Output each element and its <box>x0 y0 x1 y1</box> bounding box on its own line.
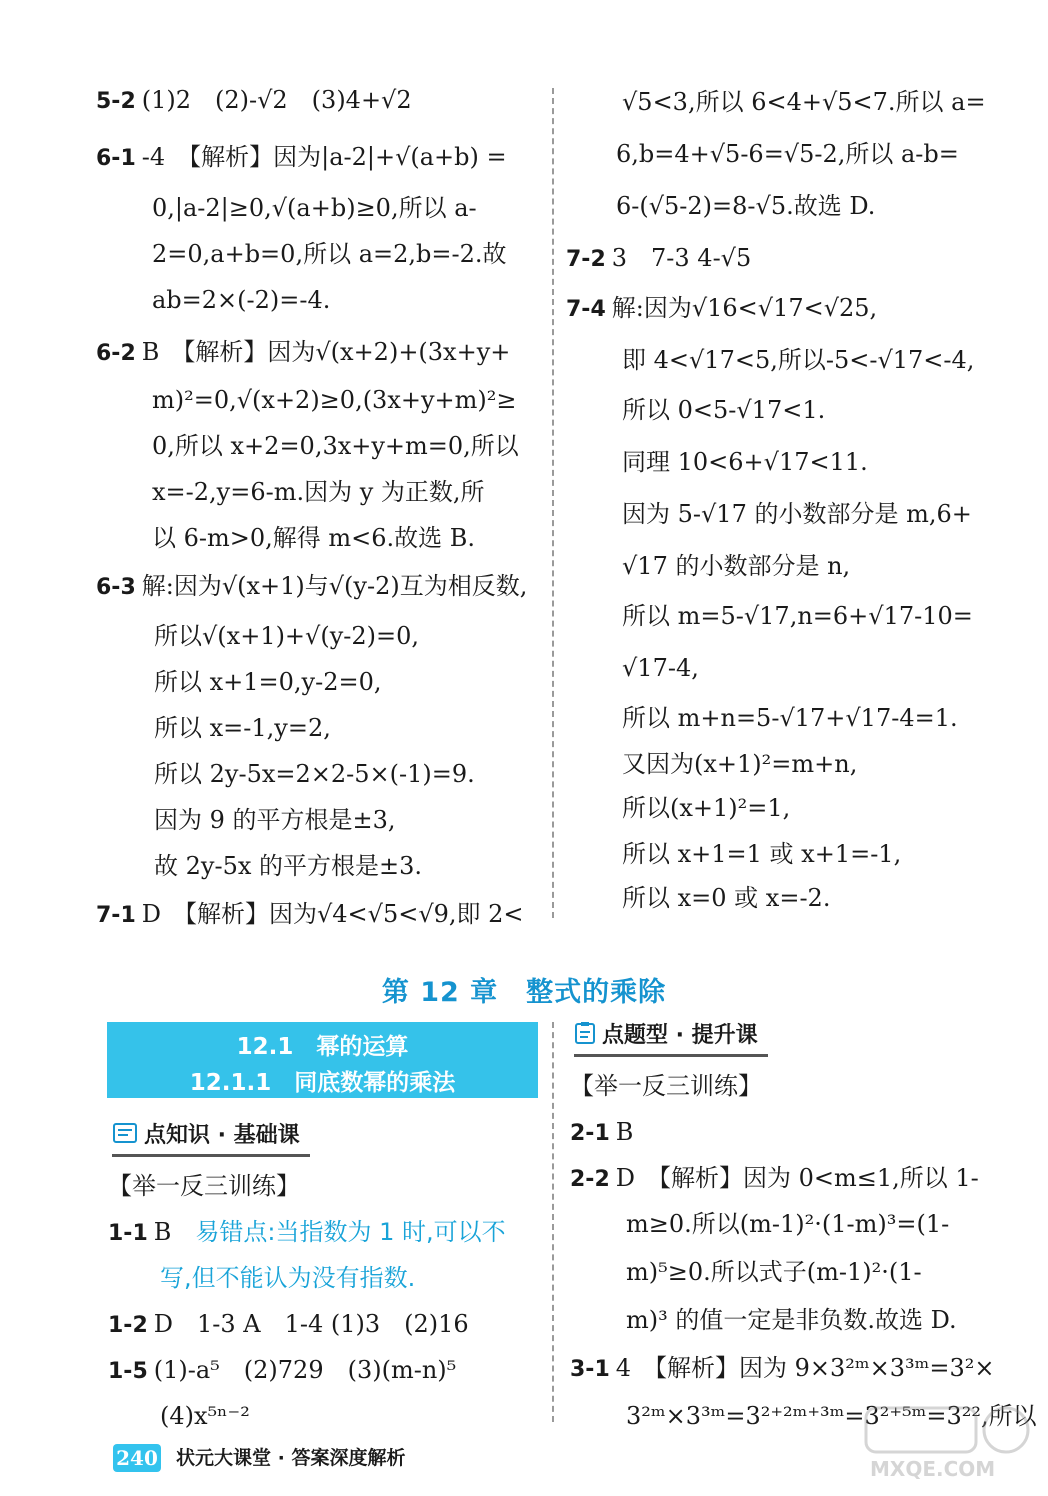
answer-line: 所以 0<5-√17<1. <box>622 396 826 424</box>
answer-line: (4)x⁵ⁿ⁻² <box>160 1402 250 1430</box>
answer-line: m)²=0,√(x+2)≥0,(3x+y+m)²≥ <box>152 386 517 414</box>
answer-line: √5<3,所以 6<4+√5<7.所以 a= <box>622 88 986 116</box>
section-title: 12.1 幂的运算 <box>236 1034 409 1060</box>
practice-heading-right: 【举一反三训练】 <box>570 1072 762 1100</box>
answer-line: 所以 m=5-√17,n=6+√17-10= <box>622 602 973 630</box>
answer-line: 又因为(x+1)²=m+n, <box>622 750 858 778</box>
answer-1-5: 1-5 (1)-a⁵ (2)729 (3)(m-n)⁵ <box>108 1356 457 1384</box>
answer-7-2: 7-2 3 7-3 4-√5 <box>566 244 752 272</box>
page-number: 240 <box>113 1444 161 1472</box>
answer-line: 故 2y-5x 的平方根是±3. <box>154 852 423 880</box>
chapter-title: 第 12 章 整式的乘除 <box>381 977 667 1008</box>
answer-line: 所以(x+1)²=1, <box>622 794 791 822</box>
answer-7-1: 7-1 D 【解析】因为√4<√5<√9,即 2< <box>96 900 524 928</box>
answer-line: 以 6-m>0,解得 m<6.故选 B. <box>152 524 476 552</box>
answer-line: 6,b=4+√5-6=√5-2,所以 a-b= <box>616 140 959 168</box>
answer-line: √17-4, <box>622 654 699 682</box>
column-divider <box>552 1022 554 1422</box>
clipboard-icon <box>574 1021 596 1051</box>
answer-line: 所以 x=-1,y=2, <box>154 714 331 742</box>
answer-line: 所以 x+1=1 或 x+1=-1, <box>622 840 902 868</box>
answer-1-2: 1-2 D 1-3 A 1-4 (1)3 (2)16 <box>108 1310 469 1338</box>
answer-line: 0,所以 x+2=0,3x+y+m=0,所以 <box>152 432 519 460</box>
answer-5-2: 5-2 (1)2 (2)-√2 (3)4+√2 <box>96 86 412 114</box>
answer-line: ab=2×(-2)=-4. <box>152 286 331 314</box>
answer-line: 所以 2y-5x=2×2-5×(-1)=9. <box>154 760 475 788</box>
knowledge-icon <box>112 1122 138 1150</box>
answer-2-1: 2-1 B <box>570 1118 634 1146</box>
answer-line: 所以 x=0 或 x=-2. <box>622 884 831 912</box>
answer-7-4: 7-4 解:因为√16<√17<√25, <box>566 294 878 322</box>
answer-line: 即 4<√17<5,所以-5<-√17<-4, <box>622 346 975 374</box>
answer-line: 所以 x+1=0,y-2=0, <box>154 668 382 696</box>
answer-line: 0,|a-2|≥0,√(a+b)≥0,所以 a- <box>152 194 477 222</box>
subhead-basic: 点知识 · 基础课 <box>112 1118 300 1150</box>
answer-1-1: 1-1 B 易错点:当指数为 1 时,可以不 <box>108 1218 506 1246</box>
answer-line: 所以 m+n=5-√17+√17-4=1. <box>622 704 958 732</box>
answer-line: x=-2,y=6-m.因为 y 为正数,所 <box>152 478 485 506</box>
subsection-title: 12.1.1 同底数幂的乘法 <box>189 1070 456 1096</box>
watermark-logo <box>856 1400 1036 1488</box>
answer-line: 写,但不能认为没有指数. <box>160 1264 416 1292</box>
answer-line: 所以√(x+1)+√(y-2)=0, <box>154 622 420 650</box>
subhead-underline <box>112 1154 310 1157</box>
answer-3-1: 3-1 4 【解析】因为 9×3²ᵐ×3³ᵐ=3²× <box>570 1354 995 1382</box>
answer-line: 3²ᵐ×3³ᵐ=3²⁺²ᵐ⁺³ᵐ=3²⁺⁵ᵐ=3²²,所以 <box>626 1402 1037 1430</box>
answer-line: 2=0,a+b=0,所以 a=2,b=-2.故 <box>152 240 507 268</box>
answer-line: 因为 5-√17 的小数部分是 m,6+ <box>622 500 972 528</box>
section-banner <box>107 1022 538 1098</box>
answer-line: 同理 10<6+√17<11. <box>622 448 868 476</box>
answer-line: m≥0.所以(m-1)²·(1-m)³=(1- <box>626 1210 950 1238</box>
answer-6-3: 6-3 解:因为√(x+1)与√(y-2)互为相反数, <box>96 572 528 600</box>
answer-line: 因为 9 的平方根是±3, <box>154 806 396 834</box>
answer-6-2: 6-2 B 【解析】因为√(x+2)+(3x+y+ <box>96 338 511 366</box>
column-divider <box>552 88 554 918</box>
subhead-advanced: 点题型 · 提升课 <box>574 1018 758 1051</box>
answer-line: 6-(√5-2)=8-√5.故选 D. <box>616 192 876 220</box>
answer-line: √17 的小数部分是 n, <box>622 552 851 580</box>
answer-2-2: 2-2 D 【解析】因为 0<m≤1,所以 1- <box>570 1164 979 1192</box>
practice-heading-left: 【举一反三训练】 <box>108 1172 300 1200</box>
answer-line: m)⁵≥0.所以式子(m-1)²·(1- <box>626 1258 922 1286</box>
answer-6-1: 6-1 -4 【解析】因为|a-2|+√(a+b) = <box>96 143 507 171</box>
answer-line: m)³ 的值一定是非负数.故选 D. <box>626 1306 957 1334</box>
footer-title: 状元大课堂 · 答案深度解析 <box>176 1447 406 1469</box>
subhead-underline <box>574 1054 768 1057</box>
watermark-text: MXQE.COM <box>870 1457 996 1481</box>
